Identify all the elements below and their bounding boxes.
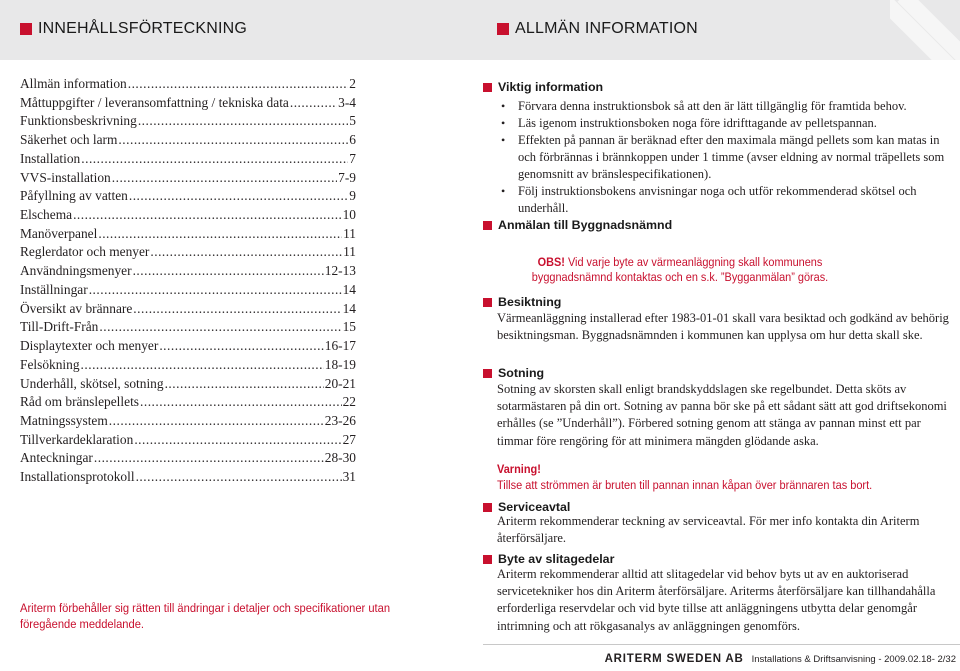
toc-entry [20,262,356,281]
toc-leader-dots [133,262,324,281]
sotning-text: Sotning av skorsten skall enligt brandskyddslagen ske regelbundet. Detta sköts av sotarmästaren på din ort. Sotning av panna bör ske på ett sådant sätt att god driftsekonomi erhålles (se ”Underhåll”). Förbered sotning genom att stänga av pannan minst ett par timmar före rengöring för att minimera mängden glödande aska. [497,382,947,448]
toc-entry-page: 10 [342,207,356,223]
toc-entry-page: 18-19 [324,356,356,372]
warning-label: Varning! [497,462,541,476]
toc-entry-page: 5 [349,113,356,129]
toc-entry-label: Anteckningar [20,450,93,466]
section-title: Sotning [498,366,545,380]
toc-entry-label: Reglerdator och menyer [20,244,150,260]
toc-entry-page: 22 [342,394,356,410]
toc-entry-label: Installationsprotokoll [20,469,135,485]
toc-entry-page: 3-4 [338,94,356,110]
section-anmalan [483,218,672,232]
toc-entry [20,393,356,412]
toc-leader-dots [112,169,337,188]
toc-entry-label: Funktionsbeskrivning [20,113,137,129]
toc-entry-page: 27 [342,431,356,447]
toc-entry-label: Användningsmenyer [20,263,132,279]
list-item: • Följ instruktionsbokens anvisningar noga och utför rekommenderad skötsel och underhåll. [501,184,917,215]
bullet-icon: • [501,133,506,147]
toc-entry [20,243,356,262]
toc-entry-label: Säkerhet och larm [20,132,118,148]
obs-notice [504,255,856,286]
general-info-header-title: ALLMÄN INFORMATION [515,20,698,37]
section-title: Serviceavtal [498,500,571,514]
toc-entry-page: 20-21 [324,375,356,391]
toc-leader-dots [81,356,324,375]
bullet-icon: • [501,184,506,198]
bullet-icon: • [501,116,506,130]
toc-leader-dots [89,281,342,300]
toc-leader-dots [73,206,342,225]
toc-entry [20,187,356,206]
bullet-icon: • [501,99,506,113]
footer-brand: ARITERM SWEDEN AB [604,653,744,665]
toc-entry-label: Matningssystem [20,412,108,428]
toc-entry [20,449,356,468]
toc-entry [20,150,356,169]
red-square-icon [497,23,509,35]
toc-header-title: INNEHÅLLSFÖRTECKNING [38,20,248,37]
toc-entry [20,281,356,300]
toc-leader-dots [134,431,341,450]
toc-leader-dots [99,318,341,337]
toc-entry-label: Inställningar [20,281,88,297]
toc-header [20,20,247,38]
section-sotning [483,366,544,380]
viktig-bullet-list [500,98,960,217]
toc-leader-dots [129,187,348,206]
toc-entry [20,337,356,356]
toc-leader-dots [290,94,337,113]
toc-entry-page: 23-26 [324,412,356,428]
warning-text: Tillse att strömmen är bruten till pannan innan kåpan över brännaren tas bort. [497,477,873,492]
toc-entry [20,468,356,487]
red-square-icon [483,83,492,92]
toc-entry [20,206,356,225]
toc-entry-label: VVS-installation [20,169,111,185]
toc-entry [20,112,356,131]
toc-entry-page: 15 [342,319,356,335]
toc-entry-label: Allmän information [20,76,127,91]
red-square-icon [483,298,492,307]
toc-entry-page: 7 [349,150,356,166]
toc-leader-dots [118,131,348,150]
list-item: • Läs igenom instruktionsboken noga före idrifttagande av pelletspannan. [501,116,877,130]
obs-label: OBS! [537,255,565,269]
toc-entry [20,412,356,431]
list-item: • Effekten på pannan är beräknad efter den maximala mängd pellets som kan matas in och förbrännas i brännkoppen under 1 timme (avser eldning av normal träpellets som genomsnitt av bränslespecifikationen). [501,133,945,181]
toc-entry-label: Displaytexter och menyer [20,338,159,354]
serviceavtal-text: Ariterm rekommenderar teckning av serviceavtal. För mer info kontakta din Ariterm återförsäljare. [497,514,920,546]
toc-leader-dots [140,393,342,412]
toc-entry-label: Till-Drift-Från [20,319,99,335]
toc-leader-dots [133,300,341,319]
section-title: Viktig information [498,80,604,94]
toc-entry-page: 6 [349,132,356,148]
section-title: Byte av slitagedelar [498,552,615,566]
toc-entry-page: 14 [342,300,356,316]
toc-entry-label: Manöverpanel [20,225,98,241]
footer-doc-info: Installations & Driftsanvisning - 2009.02.18- 2/32 [751,654,956,665]
toc-leader-dots [109,412,324,431]
toc-entry [20,75,356,94]
toc-leader-dots [128,75,349,94]
toc-leader-dots [136,468,342,487]
toc-entry-page: 11 [343,225,356,241]
list-item: • Förvara denna instruktionsbok så att den är lätt tillgänglig för framtida behov. [501,99,907,113]
red-square-icon [483,555,492,564]
section-title: Besiktning [498,295,562,309]
red-square-icon [483,221,492,230]
toc-entry-label: Påfyllning av vatten [20,188,128,204]
slitagedelar-text: Ariterm rekommenderar alltid att slitagedelar vid behov byts ut av en auktoriserad servicetekniker hos din Ariterm återförsäljare. Ariterms återförsäljare kan tillhandahålla erforderliga reservdelar och vid byte tillse att anläggningens utbytta delar genomgår intrimning och att rökgasanalys av anläggningen genomförs. [497,567,936,633]
toc-entry [20,375,356,394]
section-title: Anmälan till Byggnadsnämnd [498,218,673,232]
footer [605,653,956,665]
toc-entry-label: Felsökning [20,356,80,372]
section-slitagedelar [483,552,614,566]
general-info-header [497,20,698,38]
toc-entry [20,131,356,150]
toc-entry-page: 7-9 [338,169,356,185]
toc-entry-label: Översikt av brännare [20,300,133,316]
toc-entry [20,356,356,375]
toc-entry-page: 11 [343,244,356,260]
toc-entry-page: 2 [349,76,356,91]
toc-entry-label: Tillverkardeklaration [20,431,134,447]
toc-entry-label: Råd om bränslepellets [20,394,139,410]
toc-entry-page: 12-13 [324,263,356,279]
toc-leader-dots [150,243,342,262]
disclaimer: Ariterm förbehåller sig rätten till ändringar i detaljer och specifikationer utan föregående meddelande. [20,601,391,631]
section-viktig-information [483,80,603,94]
corner-decoration [890,0,960,60]
toc-leader-dots [81,150,348,169]
red-square-icon [20,23,32,35]
red-square-icon [483,503,492,512]
besiktning-text: Värmeanläggning installerad efter 1983-01-01 skall vara besiktad och godkänd av behörig besiktningsman. Byggnadsnämnden i kommunen kan upplysa om hur detta skall ske. [497,311,949,343]
toc-entry [20,169,356,188]
toc-entry-page: 31 [342,469,356,485]
toc-leader-dots [138,112,348,131]
toc-entry [20,300,356,319]
table-of-contents [20,75,356,487]
toc-entry-page: 16-17 [324,338,356,354]
toc-entry-page: 9 [349,188,356,204]
toc-entry-page: 28-30 [324,450,356,466]
toc-entry-label: Underhåll, skötsel, sotning [20,375,164,391]
toc-entry [20,318,356,337]
toc-leader-dots [94,449,324,468]
toc-entry-page: 14 [342,281,356,297]
section-besiktning [483,295,561,309]
toc-entry-label: Elschema [20,207,73,223]
obs-text: Vid varje byte av värmeanläggning skall kommunens byggnadsnämnd kontaktas och en s.k. ”Bygganmälan” göras. [531,255,829,285]
toc-entry [20,431,356,450]
toc-entry [20,94,356,113]
toc-entry-label: Installation [20,150,81,166]
toc-entry-label: Måttuppgifter / leveransomfattning / tekniska data [20,94,289,110]
red-square-icon [483,369,492,378]
toc-entry [20,225,356,244]
toc-leader-dots [165,375,324,394]
toc-leader-dots [159,337,323,356]
section-serviceavtal [483,500,570,514]
toc-leader-dots [98,225,342,244]
warning-notice [497,462,947,493]
footer-divider [483,644,960,645]
